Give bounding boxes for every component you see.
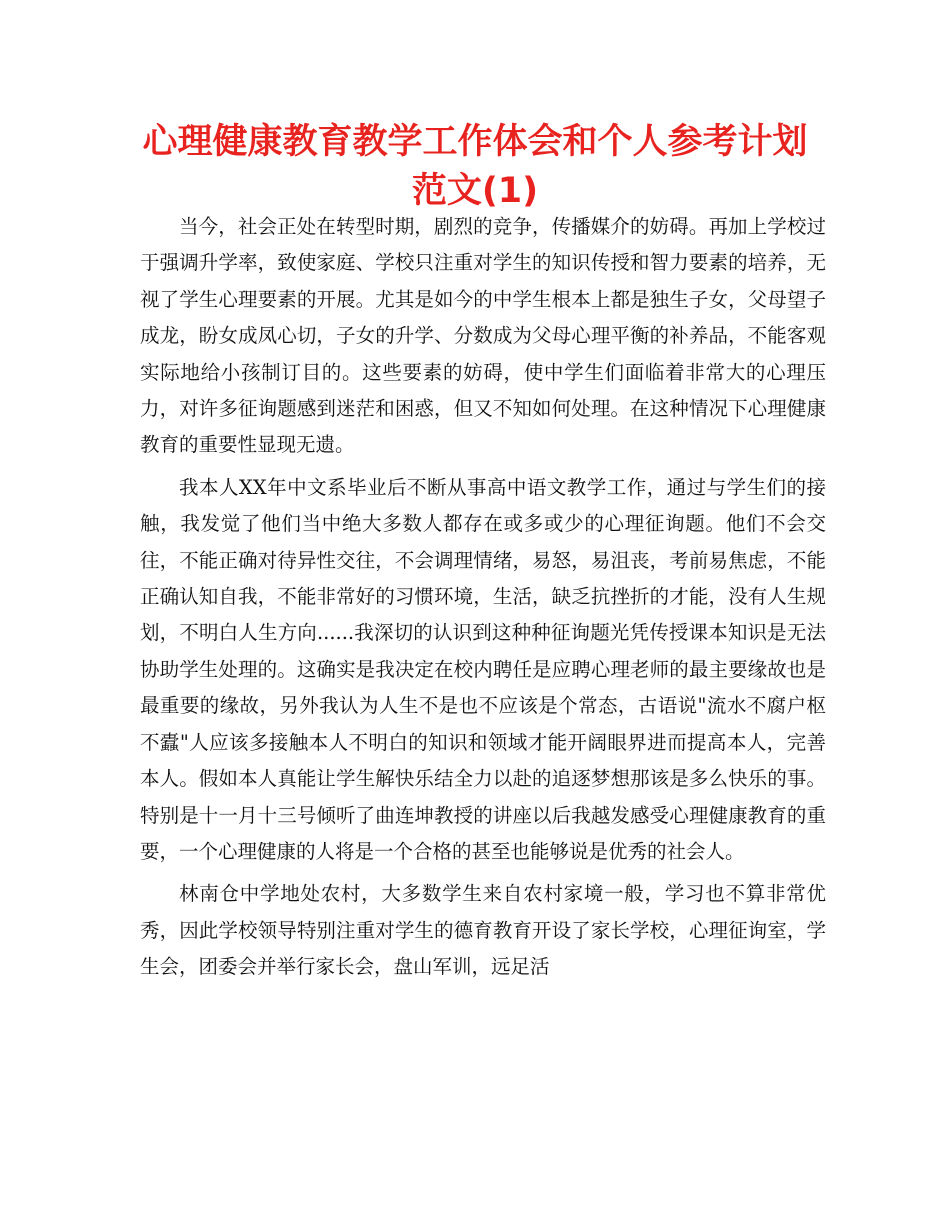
paragraph-2: 我本人XX年中文系毕业后不断从事高中语文教学工作，通过与学生们的接触，我发觉了他们当中绝大多数人都存在或多或少的心理征询题。他们不会交往，不能正确对待异性交往，不会调理情绪，易怒，易沮丧，考前易焦虑，不能正确认知自我，不能非常好的习惯环境，生活，缺乏抗挫折的才能，没有人生规划，不明白人生方向......我深切的认识到这种种征询题光凭传授课本知识是无法协助学生处理的。这确实是我决定在校内聘任是应聘心理老师的最主要缘故也是最重要的缘故，另外我认为人生不是也不应该是个常态，古语说"流水不腐户枢不蠹"人应该多接触本人不明白的知识和领域才能开阔眼界进而提高本人，完善本人。假如本人真能让学生解快乐结全力以赴的追逐梦想那该是多么快乐的事。特别是十一月十三号倾听了曲连坤教授的讲座以后我越发感受心理健康教育的重要，一个心理健康的人将是一个合格的甚至也能够说是优秀的社会人。 xyxy=(140,475,826,863)
document-body xyxy=(140,209,826,992)
paragraph-3: 林南仓中学地处农村，大多数学生来自农村家境一般，学习也不算非常优秀，因此学校领导特别注重对学生的德育教育开设了家长学校，心理征询室，学生会，团委会并举行家长会，盘山军训，远足活 xyxy=(140,882,826,979)
document-title: 心理健康教育教学工作体会和个人参考计划范文(1) xyxy=(142,122,808,211)
paragraph-1: 当今，社会正处在转型时期，剧烈的竞争，传播媒介的妨碍。再加上学校过于强调升学率，致使家庭、学校只注重对学生的知识传授和智力要素的培养，无视了学生心理要素的开展。尤其是如今的中学生根本上都是独生子女，父母望子成龙，盼女成凤心切，子女的升学、分数成为父母心理平衡的补养品，不能客观实际地给小孩制订目的。这些要素的妨碍，使中学生们面临着非常大的心理压力，对许多征询题感到迷茫和困惑，但又不知如何处理。在这种情况下心理健康教育的重要性显现无遗。 xyxy=(140,215,826,457)
